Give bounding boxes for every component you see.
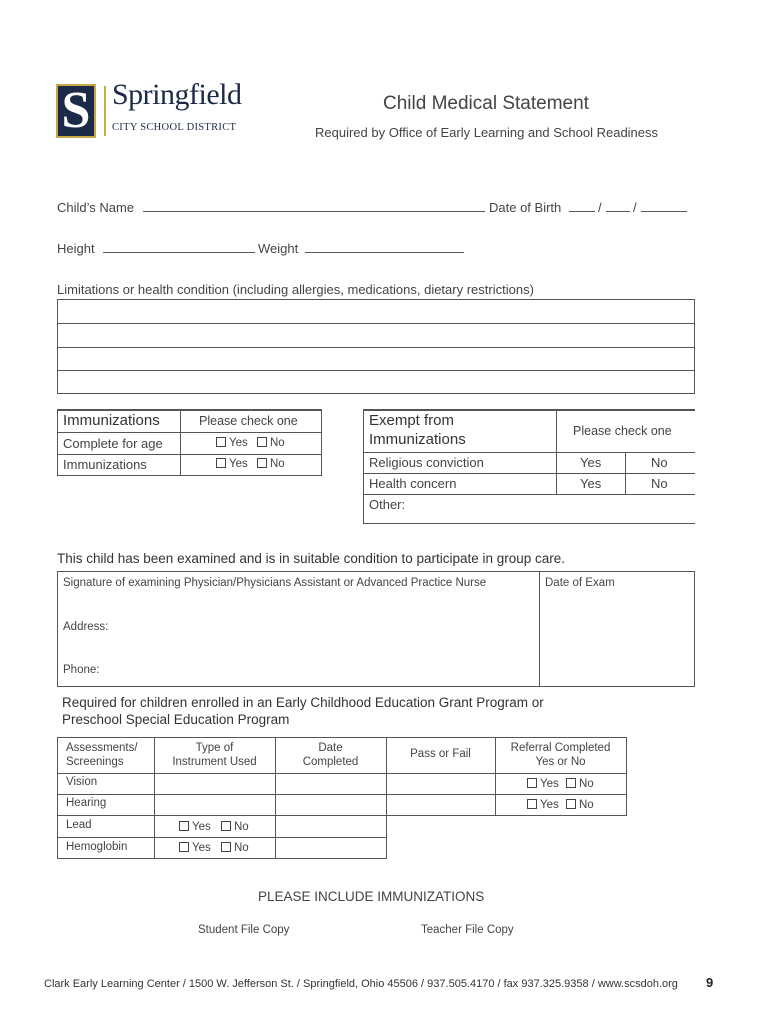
checkbox-icon <box>566 799 576 809</box>
exam-statement: This child has been examined and is in suitable condition to participate in group care. <box>57 551 566 566</box>
exam-divider <box>539 571 540 687</box>
screening-row-label: Vision <box>66 776 98 788</box>
exempt-row-label: Religious conviction <box>369 455 484 470</box>
limitations-label: Limitations or health condition (including allergies, medications, dietary restrictions) <box>57 282 534 297</box>
checkbox-icon <box>221 821 231 831</box>
col-instrument-header: Type of Instrument Used <box>172 742 257 768</box>
immunizations-status-yes[interactable]: Yes <box>216 458 248 470</box>
please-include-note: PLEASE INCLUDE IMMUNIZATIONS <box>258 889 485 904</box>
logo-name: Springfield <box>112 78 242 111</box>
program-note-line2: Preschool Special Education Program <box>62 712 290 727</box>
exempt-check-header: Please check one <box>573 424 672 438</box>
screening-row-label: Hemoglobin <box>66 841 128 853</box>
limitations-row-line <box>57 347 695 348</box>
checkbox-icon <box>216 437 226 447</box>
exempt-title-line1: Exempt from <box>369 412 455 429</box>
lead-yes[interactable]: Yes <box>179 821 211 833</box>
exempt-title-line2: Immunizations <box>369 431 466 448</box>
screening-row-label: Lead <box>66 819 92 831</box>
dob-day-field[interactable] <box>606 211 630 212</box>
exempt-row-label: Health concern <box>369 476 457 491</box>
immunizations-row-label: Immunizations <box>63 457 147 472</box>
exempt-health-no[interactable]: No <box>651 476 668 491</box>
height-field[interactable] <box>103 252 255 253</box>
exempt-religious-yes[interactable]: Yes <box>580 455 602 470</box>
checkbox-icon <box>257 458 267 468</box>
immunizations-complete-no[interactable]: No <box>257 437 285 449</box>
hearing-referral-no[interactable]: No <box>566 799 594 811</box>
screening-row-label: Hearing <box>66 797 107 809</box>
page-title: Child Medical Statement <box>383 93 589 114</box>
checkbox-icon <box>221 842 231 852</box>
checkbox-icon <box>216 458 226 468</box>
col-referral-header: Referral Completed Yes or No <box>510 742 611 768</box>
immunizations-row-label: Complete for age <box>63 436 163 451</box>
lead-no[interactable]: No <box>221 821 249 833</box>
hearing-referral-yes[interactable]: Yes <box>527 799 559 811</box>
weight-label: Weight <box>258 241 299 256</box>
page-subtitle: Required by Office of Early Learning and School Readiness <box>315 125 659 140</box>
col-date-header: Date Completed <box>302 742 359 768</box>
signature-label[interactable]: Signature of examining Physician/Physicians Assistant or Advanced Practice Nurse <box>63 577 487 589</box>
student-copy-label: Student File Copy <box>198 924 290 936</box>
dob-label: Date of Birth <box>489 200 562 215</box>
logo-sub: CITY SCHOOL DISTRICT <box>112 122 237 133</box>
exempt-religious-no[interactable]: No <box>651 455 668 470</box>
vision-referral-no[interactable]: No <box>566 778 594 790</box>
dob-year-field[interactable] <box>641 211 687 212</box>
immunizations-title: Immunizations <box>63 412 160 429</box>
checkbox-icon <box>527 778 537 788</box>
child-name-field[interactable] <box>143 211 485 212</box>
hemoglobin-yes[interactable]: Yes <box>179 842 211 854</box>
col-pass-fail-header: Pass or Fail <box>410 748 471 760</box>
immunizations-check-header: Please check one <box>199 414 298 428</box>
immunizations-complete-yes[interactable]: Yes <box>216 437 248 449</box>
immunizations-status-no[interactable]: No <box>257 458 285 470</box>
dob-month-field[interactable] <box>569 211 595 212</box>
weight-field[interactable] <box>305 252 464 253</box>
checkbox-icon <box>566 778 576 788</box>
checkbox-icon <box>179 842 189 852</box>
vision-referral-yes[interactable]: Yes <box>527 778 559 790</box>
logo-letter: S <box>61 82 91 139</box>
child-name-label: Child’s Name <box>57 200 135 215</box>
exam-address-label[interactable]: Address: <box>63 621 109 633</box>
page-number: 9 <box>706 975 714 990</box>
teacher-copy-label: Teacher File Copy <box>421 924 514 936</box>
exempt-other-label: Other: <box>369 497 406 512</box>
col-assessments-header: Assessments/ Screenings <box>66 742 138 768</box>
exam-phone-label[interactable]: Phone: <box>63 664 100 676</box>
program-note-line1: Required for children enrolled in an Early Childhood Education Grant Program or <box>62 695 544 710</box>
hemoglobin-no[interactable]: No <box>221 842 249 854</box>
checkbox-icon <box>179 821 189 831</box>
date-of-exam-label[interactable]: Date of Exam <box>545 577 615 589</box>
logo-mark <box>56 84 96 138</box>
checkbox-icon <box>257 437 267 447</box>
limitations-row-line <box>57 323 695 324</box>
limitations-row-line <box>57 370 695 371</box>
exempt-health-yes[interactable]: Yes <box>580 476 602 491</box>
footer-address: Clark Early Learning Center / 1500 W. Jefferson St. / Springfield, Ohio 45506 / 937.505.4170 / fax 937.325.9358 / www.scsdoh.org <box>44 978 678 990</box>
dob-separator-2: / <box>633 200 637 215</box>
district-logo <box>56 78 246 140</box>
height-label: Height <box>57 241 95 256</box>
logo-divider <box>104 86 106 136</box>
dob-separator-1: / <box>598 200 602 215</box>
checkbox-icon <box>527 799 537 809</box>
